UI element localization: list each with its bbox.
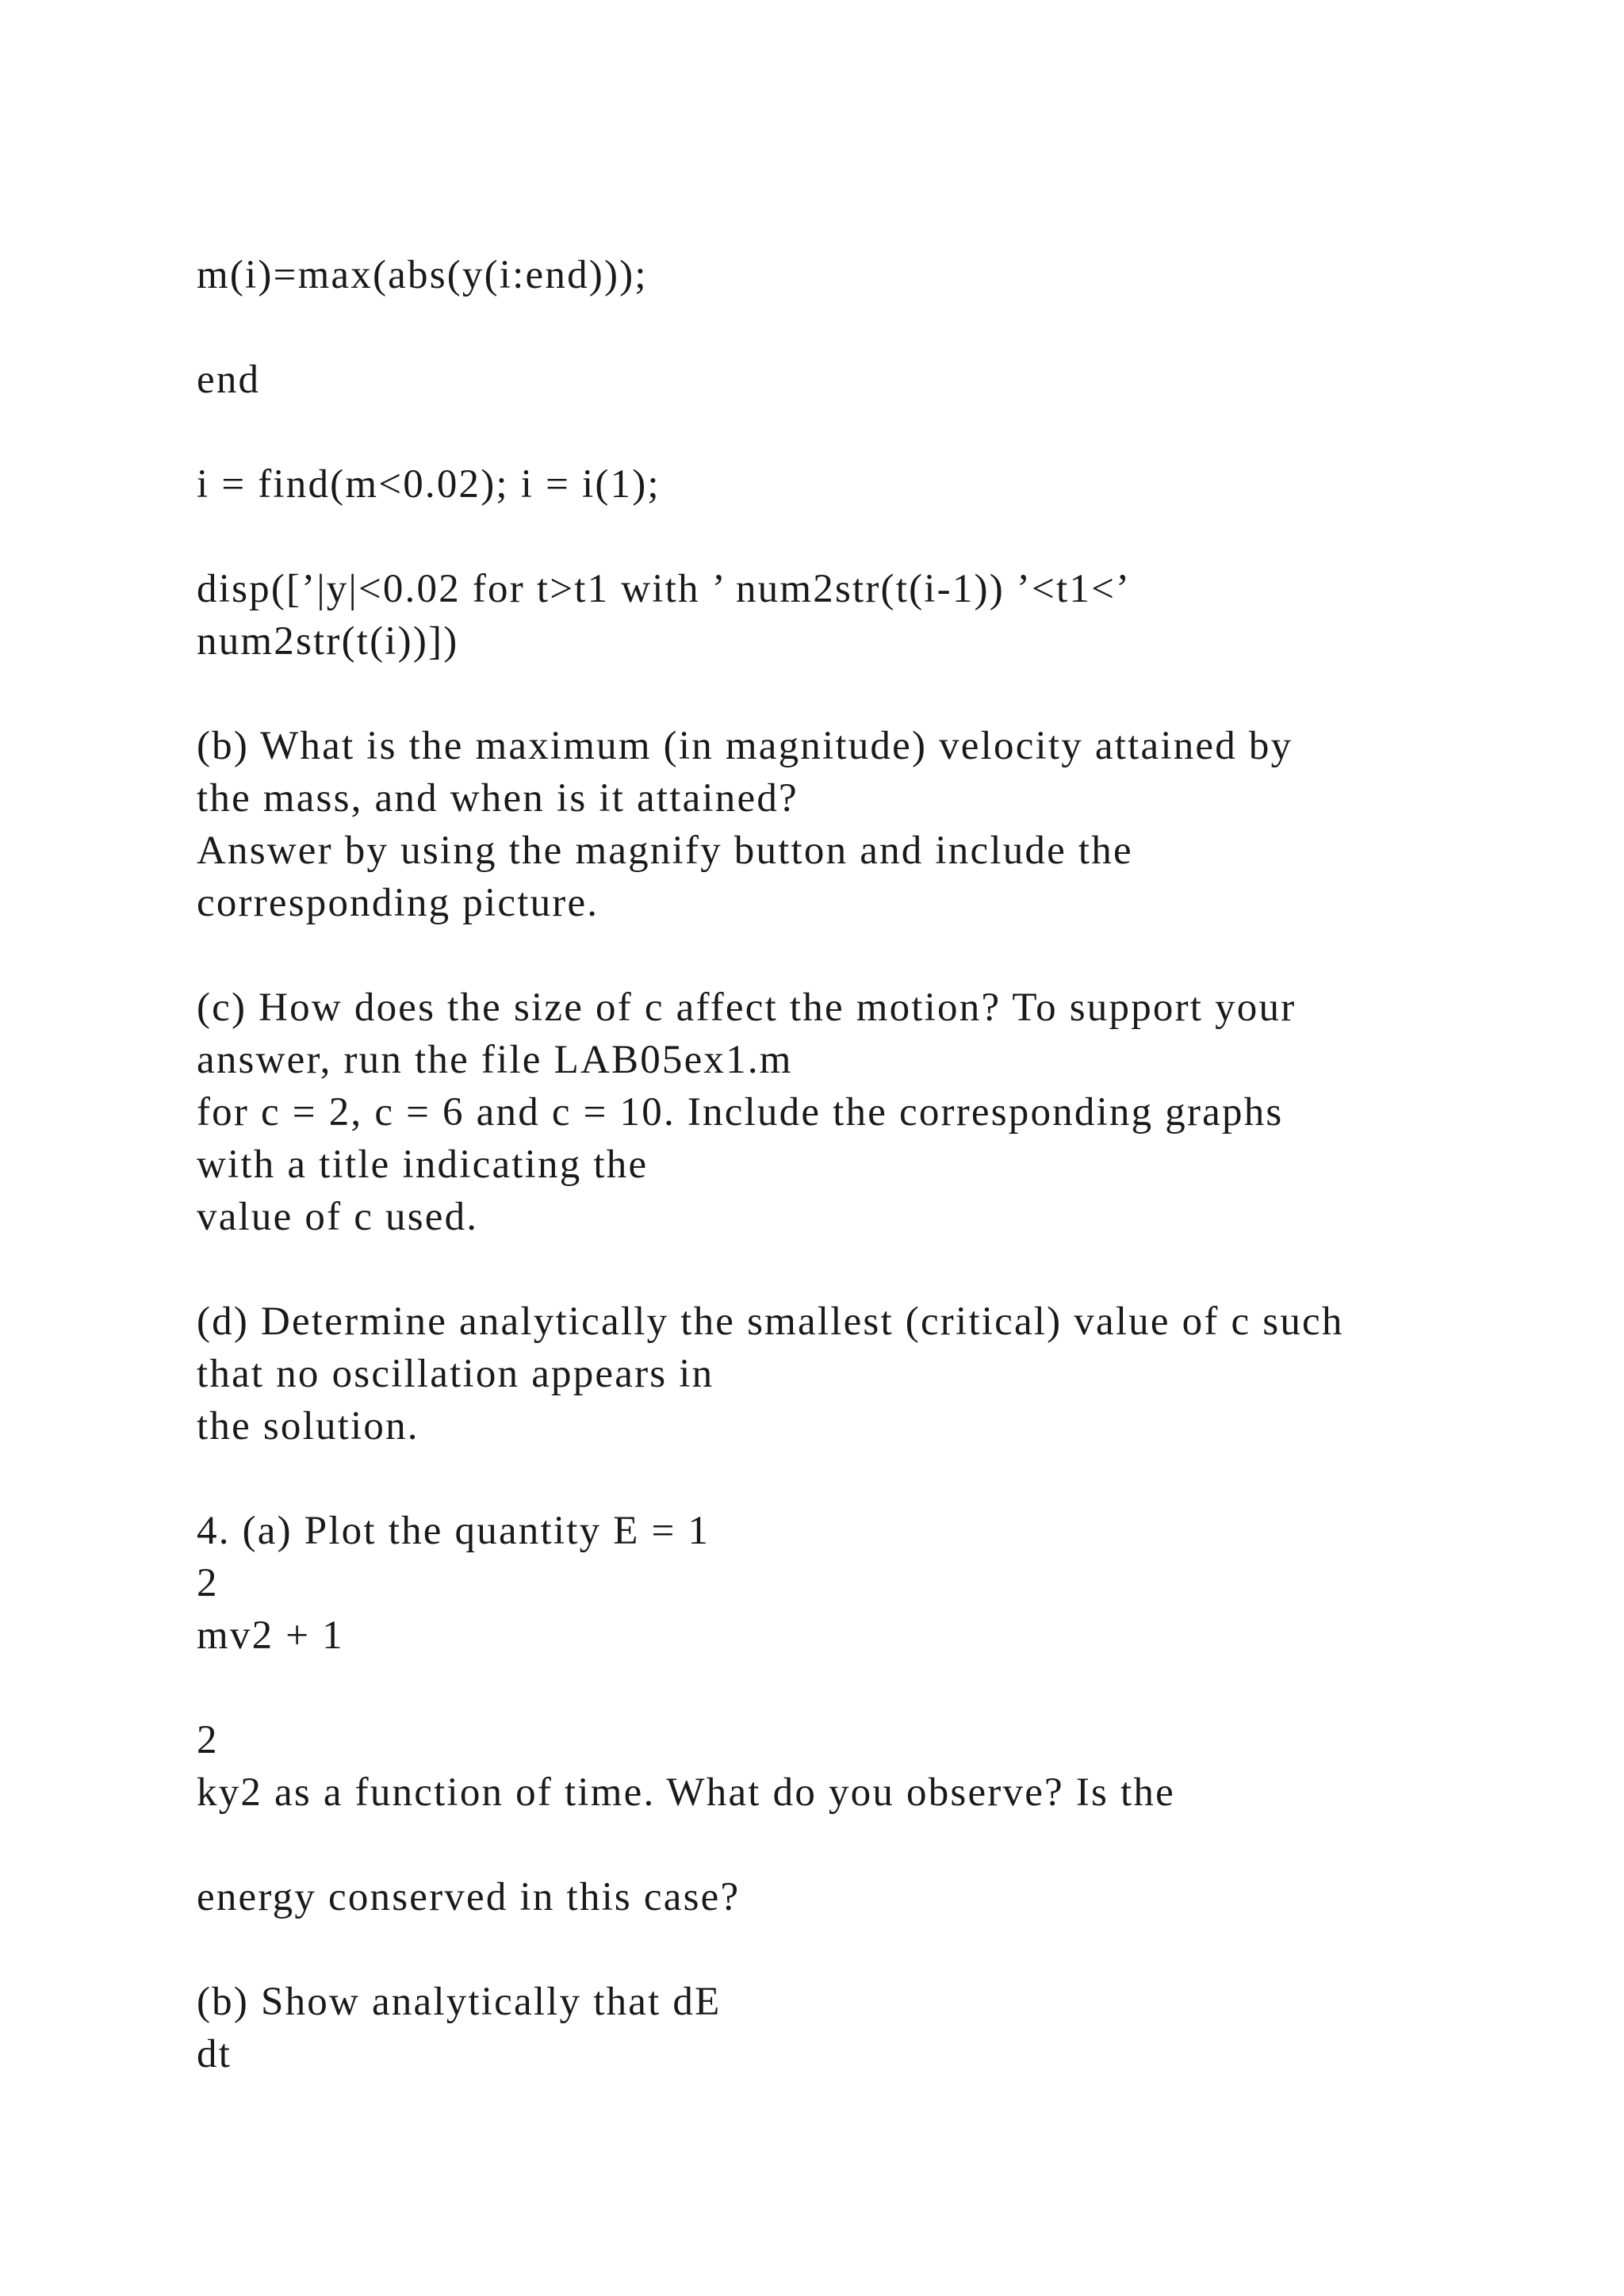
question-4b-line-dt: dt [197,2032,232,2076]
question-d-line-2: that no oscillation appears in [197,1352,714,1396]
question-c-line-5: value of c used. [197,1195,479,1239]
question-b-line-2: the mass, and when is it attained? [197,776,799,821]
question-4b-line-1: (b) Show analytically that dE [197,1980,722,2024]
code-line-disp: disp([’|y|<0.02 for t>t1 with ’ num2str(t(i-1)) ’<t1<’ [197,567,1132,611]
question-4a-fraction-denominator-2: 2 [197,1718,219,1762]
question-b-line-3: Answer by using the magnify button and include the [197,828,1133,873]
question-4a-line-1: 4. (a) Plot the quantity E = 1 [197,1509,710,1553]
question-d-line-1: (d) Determine analytically the smallest (critical) value of c such [197,1299,1344,1344]
question-b-line-4: corresponding picture. [197,881,599,925]
code-line-max: m(i)=max(abs(y(i:end))); [197,253,648,297]
question-c-line-2: answer, run the file LAB05ex1.m [197,1038,793,1082]
question-4a-line-ky2: ky2 as a function of time. What do you observe? Is the [197,1770,1175,1815]
code-line-end: end [197,358,261,402]
question-b-line-1: (b) What is the maximum (in magnitude) velocity attained by [197,724,1293,768]
question-c-line-3: for c = 2, c = 6 and c = 10. Include the corresponding graphs [197,1090,1284,1135]
question-4a-fraction-denominator-1: 2 [197,1561,219,1605]
code-line-find: i = find(m<0.02); i = i(1); [197,462,661,507]
code-line-disp-cont: num2str(t(i))]) [197,619,459,664]
question-4a-line-mv2: mv2 + 1 [197,1613,344,1658]
question-4a-line-energy: energy conserved in this case? [197,1875,741,1919]
question-d-line-3: the solution. [197,1404,419,1448]
question-c-line-4: with a title indicating the [197,1142,649,1187]
question-c-line-1: (c) How does the size of c affect the motion? To support your [197,985,1297,1030]
